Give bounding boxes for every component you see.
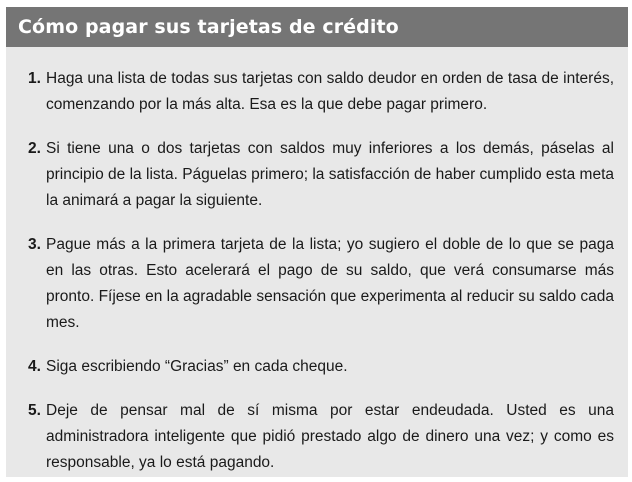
item-number: 2. xyxy=(28,140,41,157)
box-header xyxy=(6,7,628,47)
item-number: 3. xyxy=(28,236,41,253)
item-text: Haga una lista de todas sus tarjetas con saldo deudor en orden de tasa de interés, comenzando por la más alta. Esa es la que debe pagar primero. xyxy=(46,70,614,113)
item-text: Pague más a la primera tarjeta de la lista; yo sugiero el doble de lo que se paga en las otras. Esto acelerará el pago de su saldo, que verá consumarse más pronto. Fíjese en la agradable sensación que experimenta al reducir su saldo cada mes. xyxy=(46,236,614,331)
tips-list xyxy=(6,47,628,476)
list-item xyxy=(28,66,614,118)
info-box xyxy=(6,7,628,477)
item-number: 5. xyxy=(28,402,41,419)
list-item xyxy=(28,398,614,476)
item-number: 1. xyxy=(28,70,41,87)
box-title: Cómo pagar sus tarjetas de crédito xyxy=(18,16,399,38)
item-text: Siga escribiendo “Gracias” en cada cheque. xyxy=(46,358,348,375)
list-item xyxy=(28,136,614,214)
item-text: Deje de pensar mal de sí misma por estar endeudada. Usted es una administradora inteligente que pidió prestado algo de dinero una vez; y como es responsable, ya lo está pagando. xyxy=(46,402,614,471)
list-item xyxy=(28,354,614,380)
item-text: Si tiene una o dos tarjetas con saldos muy inferiores a los demás, páselas al principio de la lista. Páguelas primero; la satisfacción de haber cumplido esta meta la animará a pagar la siguiente. xyxy=(46,140,614,209)
item-number: 4. xyxy=(28,358,41,375)
list-item xyxy=(28,232,614,336)
